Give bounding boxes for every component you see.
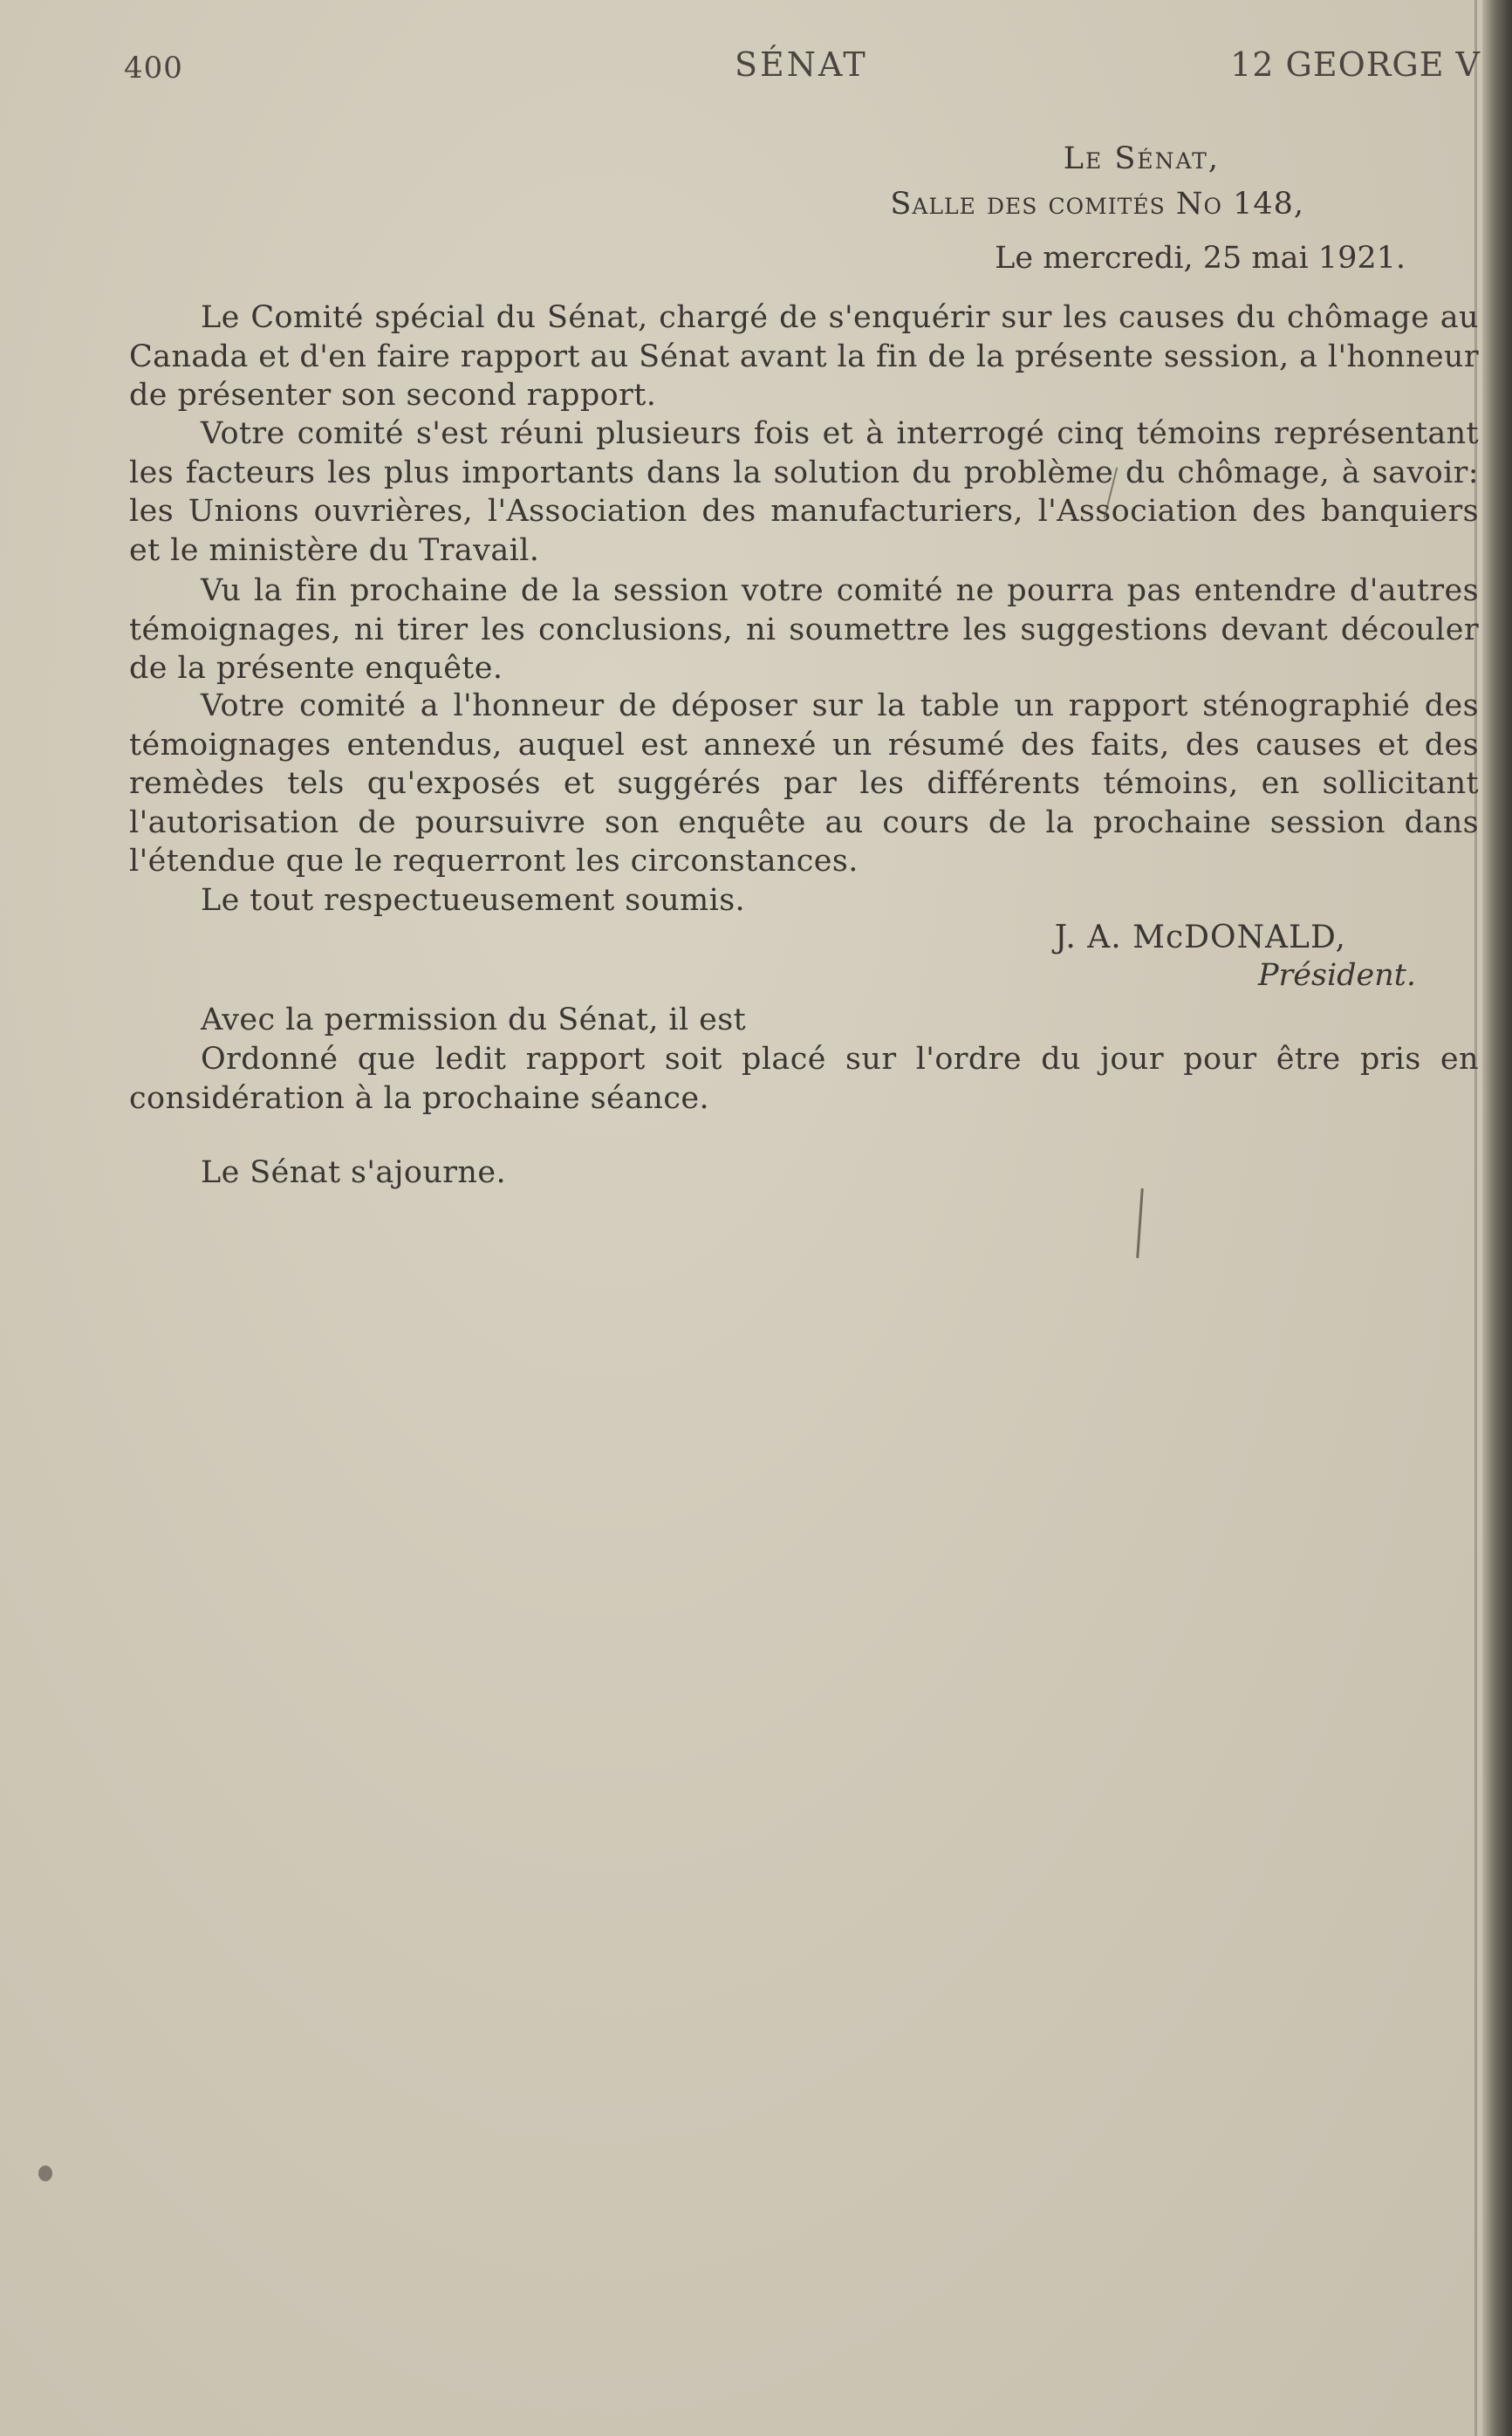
motion-permission: Avec la permission du Sénat, il est: [201, 1002, 747, 1037]
running-header: [124, 45, 1481, 89]
report-paragraph-meetings: Votre comité s'est réuni plusieurs fois et à interrogé cinq témoins représentant les facteurs les plus importants dans la solution du problème du chômage, à savoir: les Unions ouvrières, l'Association des manufacturiers, l'Association des banquiers et le ministère du Travail.: [129, 416, 1479, 568]
ink-mark: [1136, 1188, 1144, 1258]
address-line-room: Salle des comités No 148,: [890, 187, 1304, 222]
ink-spot: [38, 2166, 52, 2181]
report-closing: Le tout respectueusement soumis.: [201, 883, 746, 918]
reign-label: 12 GEORGE V: [1230, 45, 1481, 84]
address-line-senate: Le Sénat,: [1063, 141, 1220, 176]
report-paragraph-deposit: Votre comité a l'honneur de déposer sur la table un rapport sténographié des témoignages entendus, auquel est annexé un résumé des faits, des causes et des remèdes tels qu'exposés et suggérés par les différents témoins, en sollicitant l'autorisation de poursuivre son enquête au cours de la prochaine session dans l'étendue que le requerront les circonstances.: [129, 688, 1479, 879]
address-line-date: Le mercredi, 25 mai 1921.: [995, 241, 1406, 276]
report-paragraph-intro: Le Comité spécial du Sénat, chargé de s'enquérir sur les causes du chômage au Canada et d'en faire rapport au Sénat avant la fin de la présente session, a l'honneur de présenter son second rapport.: [129, 300, 1479, 413]
signer-name: J. A. McDONALD,: [1054, 920, 1346, 955]
motion-order: Ordonné que ledit rapport soit placé sur l'ordre du jour pour être pris en considération à la prochaine séance.: [129, 1042, 1479, 1116]
signer-title: Président.: [1258, 958, 1416, 993]
adjournment-line: Le Sénat s'ajourne.: [201, 1155, 506, 1190]
page-number: 400: [124, 51, 183, 86]
section-title: SÉNAT: [735, 45, 868, 84]
binding-edge: [1482, 0, 1512, 2436]
report-paragraph-session-end: Vu la fin prochaine de la session votre comité ne pourra pas entendre d'autres témoignages, ni tirer les conclusions, ni soumettre les suggestions devant découler de la présente enquête.: [129, 573, 1479, 686]
